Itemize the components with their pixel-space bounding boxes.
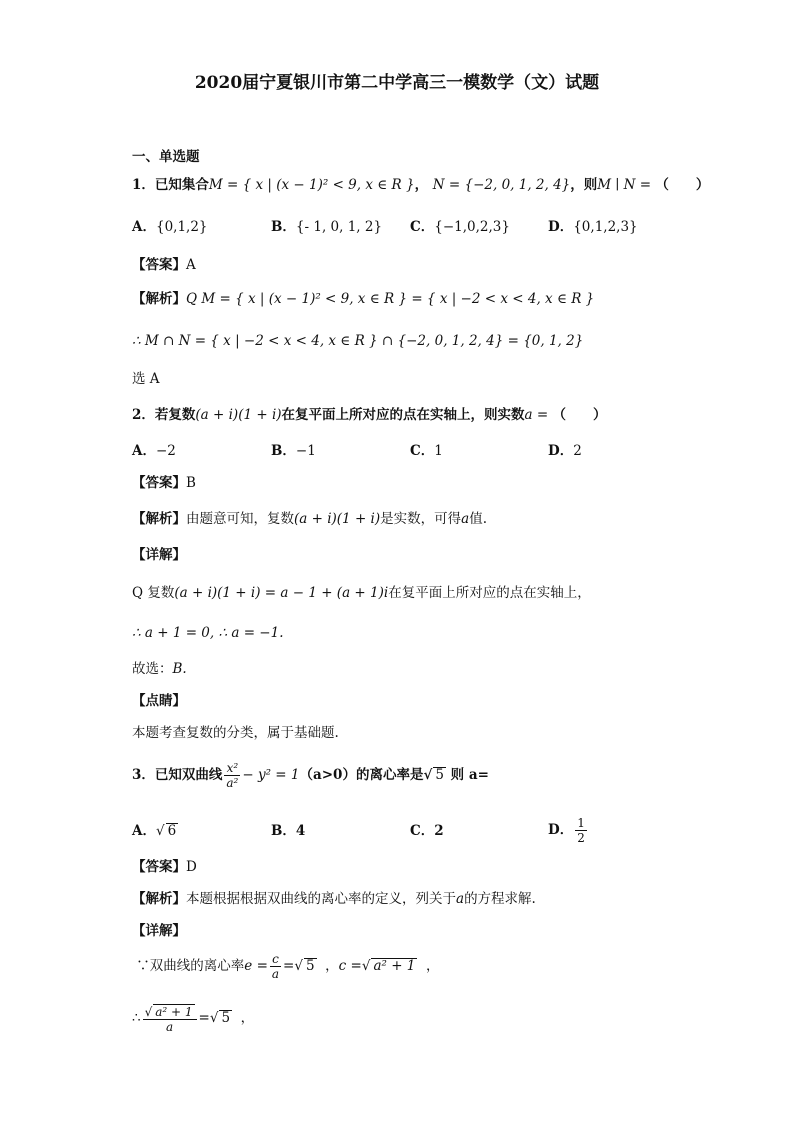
q3-detail-line-1 xyxy=(132,950,439,982)
q3-detail-1sep: ， xyxy=(325,958,339,974)
q3-detail-2sqrt-sign-b: √ xyxy=(209,1010,219,1026)
q2-option-a-label: A． xyxy=(132,443,156,459)
q1-set-m: M = { x | (x − 1)² < 9, x ∈ R } xyxy=(208,177,415,193)
q2-comment-label: 【点睛】 xyxy=(132,693,186,709)
q1-analysis xyxy=(132,290,594,308)
q1-answer xyxy=(132,256,196,274)
q3-analysis-label: 【解析】 xyxy=(132,891,186,907)
q3-rest: − y² = 1 xyxy=(242,767,300,783)
q2-option-d xyxy=(548,442,582,460)
question-1 xyxy=(132,176,709,194)
q2-detail-1b: 在复平面上所对应的点在实轴上， xyxy=(388,585,591,601)
q2-option-b xyxy=(271,442,316,460)
q3-detail-2num: a² + 1 xyxy=(155,1004,193,1019)
q3-ask: 则 a= xyxy=(450,767,489,783)
q3-frac-num: x² xyxy=(224,761,240,776)
q3-detail-line-2 xyxy=(132,1000,254,1036)
q3-analysis-a: 本题根据根据双曲线的离心率的定义，列关于 xyxy=(186,891,456,907)
q1-option-d xyxy=(548,218,638,236)
q1-sep: ， xyxy=(414,177,429,193)
q3-option-d xyxy=(548,812,589,848)
q1-expr: M ∣ N = xyxy=(597,177,656,193)
q3-detail-2sqrt: 5 xyxy=(221,1010,231,1026)
q3-detail-2eq: = xyxy=(198,1010,210,1026)
q3-option-a-sqrt-sign: √ xyxy=(155,823,165,839)
q2-detail-3a: 故选： xyxy=(132,661,173,677)
q3-fraction xyxy=(224,761,240,790)
q2-expr: (a + i)(1 + i) xyxy=(195,407,282,423)
q2-option-b-label: B． xyxy=(271,443,296,459)
q1-option-c-text: {−1,0,2,3} xyxy=(434,219,510,235)
q3-analysis xyxy=(132,890,536,908)
q2-var: a = xyxy=(524,407,553,423)
q2-option-a xyxy=(132,442,176,460)
q3-option-a-label: A． xyxy=(132,823,156,839)
q3-option-a xyxy=(132,822,178,840)
q2-analysis-c: 值. xyxy=(469,511,487,527)
q1-option-b-text: {- 1, 0, 1, 2} xyxy=(295,219,383,235)
q3-sqrt-sign: √ xyxy=(423,767,433,783)
q1-option-a-label: A． xyxy=(132,219,156,235)
q3-option-c-text: 2 xyxy=(434,823,444,839)
q1-option-c xyxy=(410,218,510,236)
page-title: 2020届宁夏银川市第二中学高三一模数学（文）试题 xyxy=(194,73,600,93)
q2-answer-value: B xyxy=(186,475,196,491)
q3-prefix: 3．已知双曲线 xyxy=(132,767,223,783)
q1-option-b xyxy=(271,218,382,236)
q2-analysis-b: 是实数，可得 xyxy=(380,511,462,527)
q3-detail-label: 【详解】 xyxy=(132,923,186,939)
q2-detail-line-1 xyxy=(132,584,591,602)
q1-option-a-text: {0,1,2} xyxy=(155,219,208,235)
q3-option-d-frac xyxy=(575,816,587,845)
q1-set-n: N = {−2, 0, 1, 2, 4} xyxy=(432,177,571,193)
question-2 xyxy=(132,406,607,424)
question-3 xyxy=(132,760,489,790)
q1-option-a xyxy=(132,218,208,236)
q2-detail-3b: B. xyxy=(172,661,187,677)
q3-detail-2frac xyxy=(143,1004,197,1034)
q2-detail-label: 【详解】 xyxy=(132,547,186,563)
q3-detail-2end: ， xyxy=(240,1010,255,1026)
q2-paren: （ ） xyxy=(552,407,607,423)
q3-option-a-text: 6 xyxy=(167,823,177,839)
q2-analysis-label: 【解析】 xyxy=(132,511,186,527)
q2-analysis-var: a xyxy=(461,511,470,527)
q1-analysis-label: 【解析】 xyxy=(132,291,186,307)
q1-option-d-label: D． xyxy=(548,219,574,235)
q3-detail-2sqrt-sign: √ xyxy=(144,1004,153,1019)
q2-answer-label: 【答案】 xyxy=(132,475,186,491)
q3-option-c-label: C． xyxy=(410,823,435,839)
q3-answer-value: D xyxy=(186,859,197,875)
q3-detail-1sqrt: 5 xyxy=(305,958,315,974)
q3-option-b-text: 4 xyxy=(295,823,306,839)
q1-analysis-line-3: 选 A xyxy=(132,371,160,387)
q3-detail-1den: a xyxy=(271,967,280,981)
q1-answer-value: A xyxy=(186,257,196,273)
q3-detail-1eq: = xyxy=(283,958,295,974)
q3-detail-1csqrt-sign: √ xyxy=(361,958,371,974)
q1-analysis-line-2: ∴ M ∩ N = { x | −2 < x < 4, x ∈ R } ∩ {−2, 0, 1, 2, 4} = {0, 1, 2} xyxy=(132,333,584,349)
q3-detail-2num-wrap xyxy=(143,1004,197,1020)
q3-frac-den: a² xyxy=(226,776,239,790)
q2-analysis-a: 由题意可知，复数 xyxy=(186,511,294,527)
q1-paren: （ ） xyxy=(655,177,710,193)
q2-analysis-expr: (a + i)(1 + i) xyxy=(294,511,381,527)
q3-option-d-den: 2 xyxy=(577,831,585,845)
q3-option-b xyxy=(271,822,305,840)
q3-cond: （a>0）的离心率是 xyxy=(299,767,424,783)
q2-detail-line-3 xyxy=(132,660,187,678)
q3-detail-1a: ∵双曲线的离心率 xyxy=(136,958,245,974)
q2-mid: 在复平面上所对应的点在实轴上，则实数 xyxy=(281,407,525,423)
q1-option-d-text: {0,1,2,3} xyxy=(573,219,638,235)
q2-option-d-label: D． xyxy=(548,443,574,459)
q3-answer-label: 【答案】 xyxy=(132,859,186,875)
q3-option-c xyxy=(410,822,444,840)
q2-option-a-text: −2 xyxy=(155,443,176,459)
q3-analysis-var: a xyxy=(456,891,465,907)
q3-detail-1frac xyxy=(270,952,281,981)
q2-option-c-label: C． xyxy=(410,443,435,459)
q2-option-c xyxy=(410,442,443,460)
q3-detail-1num: c xyxy=(270,952,281,967)
q2-comment: 本题考查复数的分类，属于基础题. xyxy=(132,725,339,741)
q1-analysis-line-1: Q M = { x | (x − 1)² < 9, x ∈ R } = { x | −2 < x < 4, x ∈ R } xyxy=(186,291,595,307)
q3-detail-1end: ， xyxy=(425,958,440,974)
q1-ask: ，则 xyxy=(570,177,598,193)
q2-detail-line-2: ∴ a + 1 = 0, ∴ a = −1. xyxy=(132,625,284,641)
q3-answer xyxy=(132,858,197,876)
q3-detail-1csqrt: a² + 1 xyxy=(373,958,416,974)
q3-option-d-label: D． xyxy=(548,822,574,838)
q3-analysis-b: 的方程求解. xyxy=(464,891,536,907)
q3-detail-2a: ∴ xyxy=(132,1010,141,1026)
q3-detail-1c: c = xyxy=(338,958,362,974)
q2-answer xyxy=(132,474,196,492)
q2-prefix: 2．若复数 xyxy=(132,407,196,423)
q1-option-c-label: C． xyxy=(410,219,435,235)
q1-answer-label: 【答案】 xyxy=(132,257,186,273)
q3-sqrt5: 5 xyxy=(435,767,444,783)
q1-option-b-label: B． xyxy=(271,219,296,235)
q3-option-b-label: B． xyxy=(271,823,296,839)
q3-option-d-num: 1 xyxy=(577,816,585,830)
q3-detail-1sqrt-sign: √ xyxy=(294,958,303,974)
q2-detail-1a: Q 复数 xyxy=(132,585,175,601)
q2-option-c-text: 1 xyxy=(434,443,443,459)
q3-detail-1e: e = xyxy=(244,958,268,974)
q2-detail-1expr: (a + i)(1 + i) = a − 1 + (a + 1)i xyxy=(174,585,389,601)
q2-option-d-text: 2 xyxy=(573,443,582,459)
q2-option-b-text: −1 xyxy=(295,443,316,459)
q2-analysis xyxy=(132,510,487,528)
q1-prefix: 1．已知集合 xyxy=(132,177,209,193)
q3-detail-2den: a xyxy=(165,1019,174,1034)
section-heading: 一、单选题 xyxy=(132,149,200,165)
